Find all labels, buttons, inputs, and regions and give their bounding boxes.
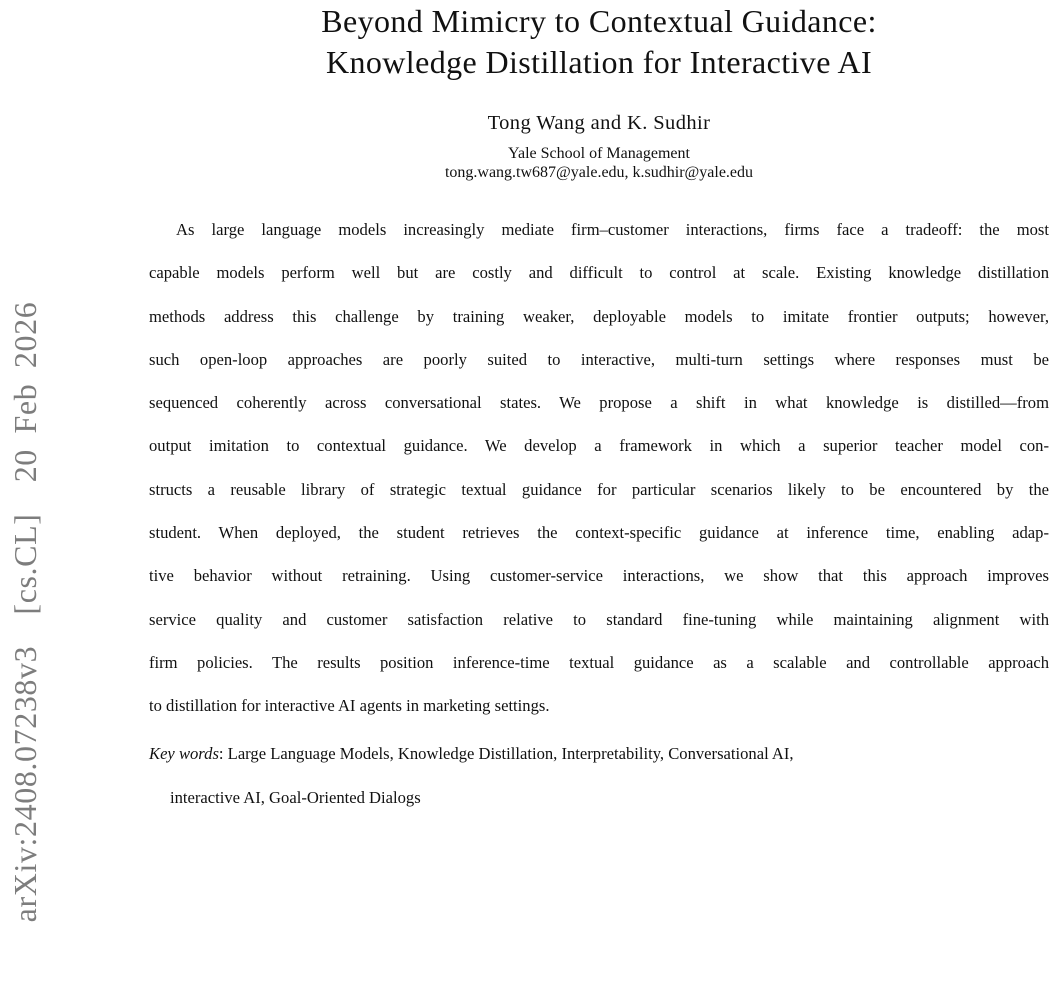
- arxiv-watermark: arXiv:2408.07238v3 [cs.CL] 20 Feb 2026: [7, 301, 43, 923]
- abstract-line: structs a reusable library of strategic textual guidance for particular scenarios likely to be encountered by the: [149, 479, 1049, 499]
- abstract-line: capable models perform well but are costly and difficult to control at scale. Existing knowledge distillation: [149, 263, 1049, 283]
- abstract-line: student. When deployed, the student retrieves the context-specific guidance at inference time, enabling adap-: [149, 523, 1049, 543]
- paper-first-page: [149, 0, 1049, 977]
- keywords-line-1: [149, 732, 1049, 776]
- abstract-line: such open-loop approaches are poorly suited to interactive, multi-turn settings where responses must be: [149, 349, 1049, 369]
- abstract-line: to distillation for interactive AI agents in marketing settings.: [149, 696, 550, 716]
- keywords-label: Key words: [149, 744, 219, 763]
- abstract-line: methods address this challenge by training weaker, deployable models to imitate frontier outputs; however,: [149, 306, 1049, 326]
- paper-title-line-1: Beyond Mimicry to Contextual Guidance:: [321, 3, 877, 39]
- abstract-line: tive behavior without retraining. Using customer-service interactions, we show that this approach improves: [149, 566, 1049, 586]
- keywords-text-1: : Large Language Models, Knowledge Distillation, Interpretability, Conversational AI,: [218, 744, 794, 763]
- abstract-line: output imitation to contextual guidance. We develop a framework in which a superior teacher model con-: [149, 436, 1049, 456]
- abstract-line: firm policies. The results position inference-time textual guidance as a scalable and controllable approach: [149, 652, 1049, 672]
- abstract-line: sequenced coherently across conversational states. We propose a shift in what knowledge is distilled—from: [149, 393, 1049, 413]
- abstract-line: service quality and customer satisfaction relative to standard fine-tuning while maintaining alignment with: [149, 609, 1049, 629]
- abstract-line: As large language models increasingly mediate firm–customer interactions, firms face a tradeoff: the most: [176, 220, 1049, 239]
- paper-title: [149, 1, 1049, 83]
- keywords-block: [149, 732, 1049, 819]
- abstract: [149, 208, 1049, 728]
- author-emails: tong.wang.tw687@yale.edu, k.sudhir@yale.edu: [444, 164, 754, 181]
- author-affiliation: Yale School of Management: [508, 145, 690, 162]
- keywords-line-2: interactive AI, Goal-Oriented Dialogs: [170, 787, 421, 807]
- paper-title-line-2: Knowledge Distillation for Interactive AI: [325, 44, 873, 80]
- author-names: Tong Wang and K. Sudhir: [487, 112, 711, 134]
